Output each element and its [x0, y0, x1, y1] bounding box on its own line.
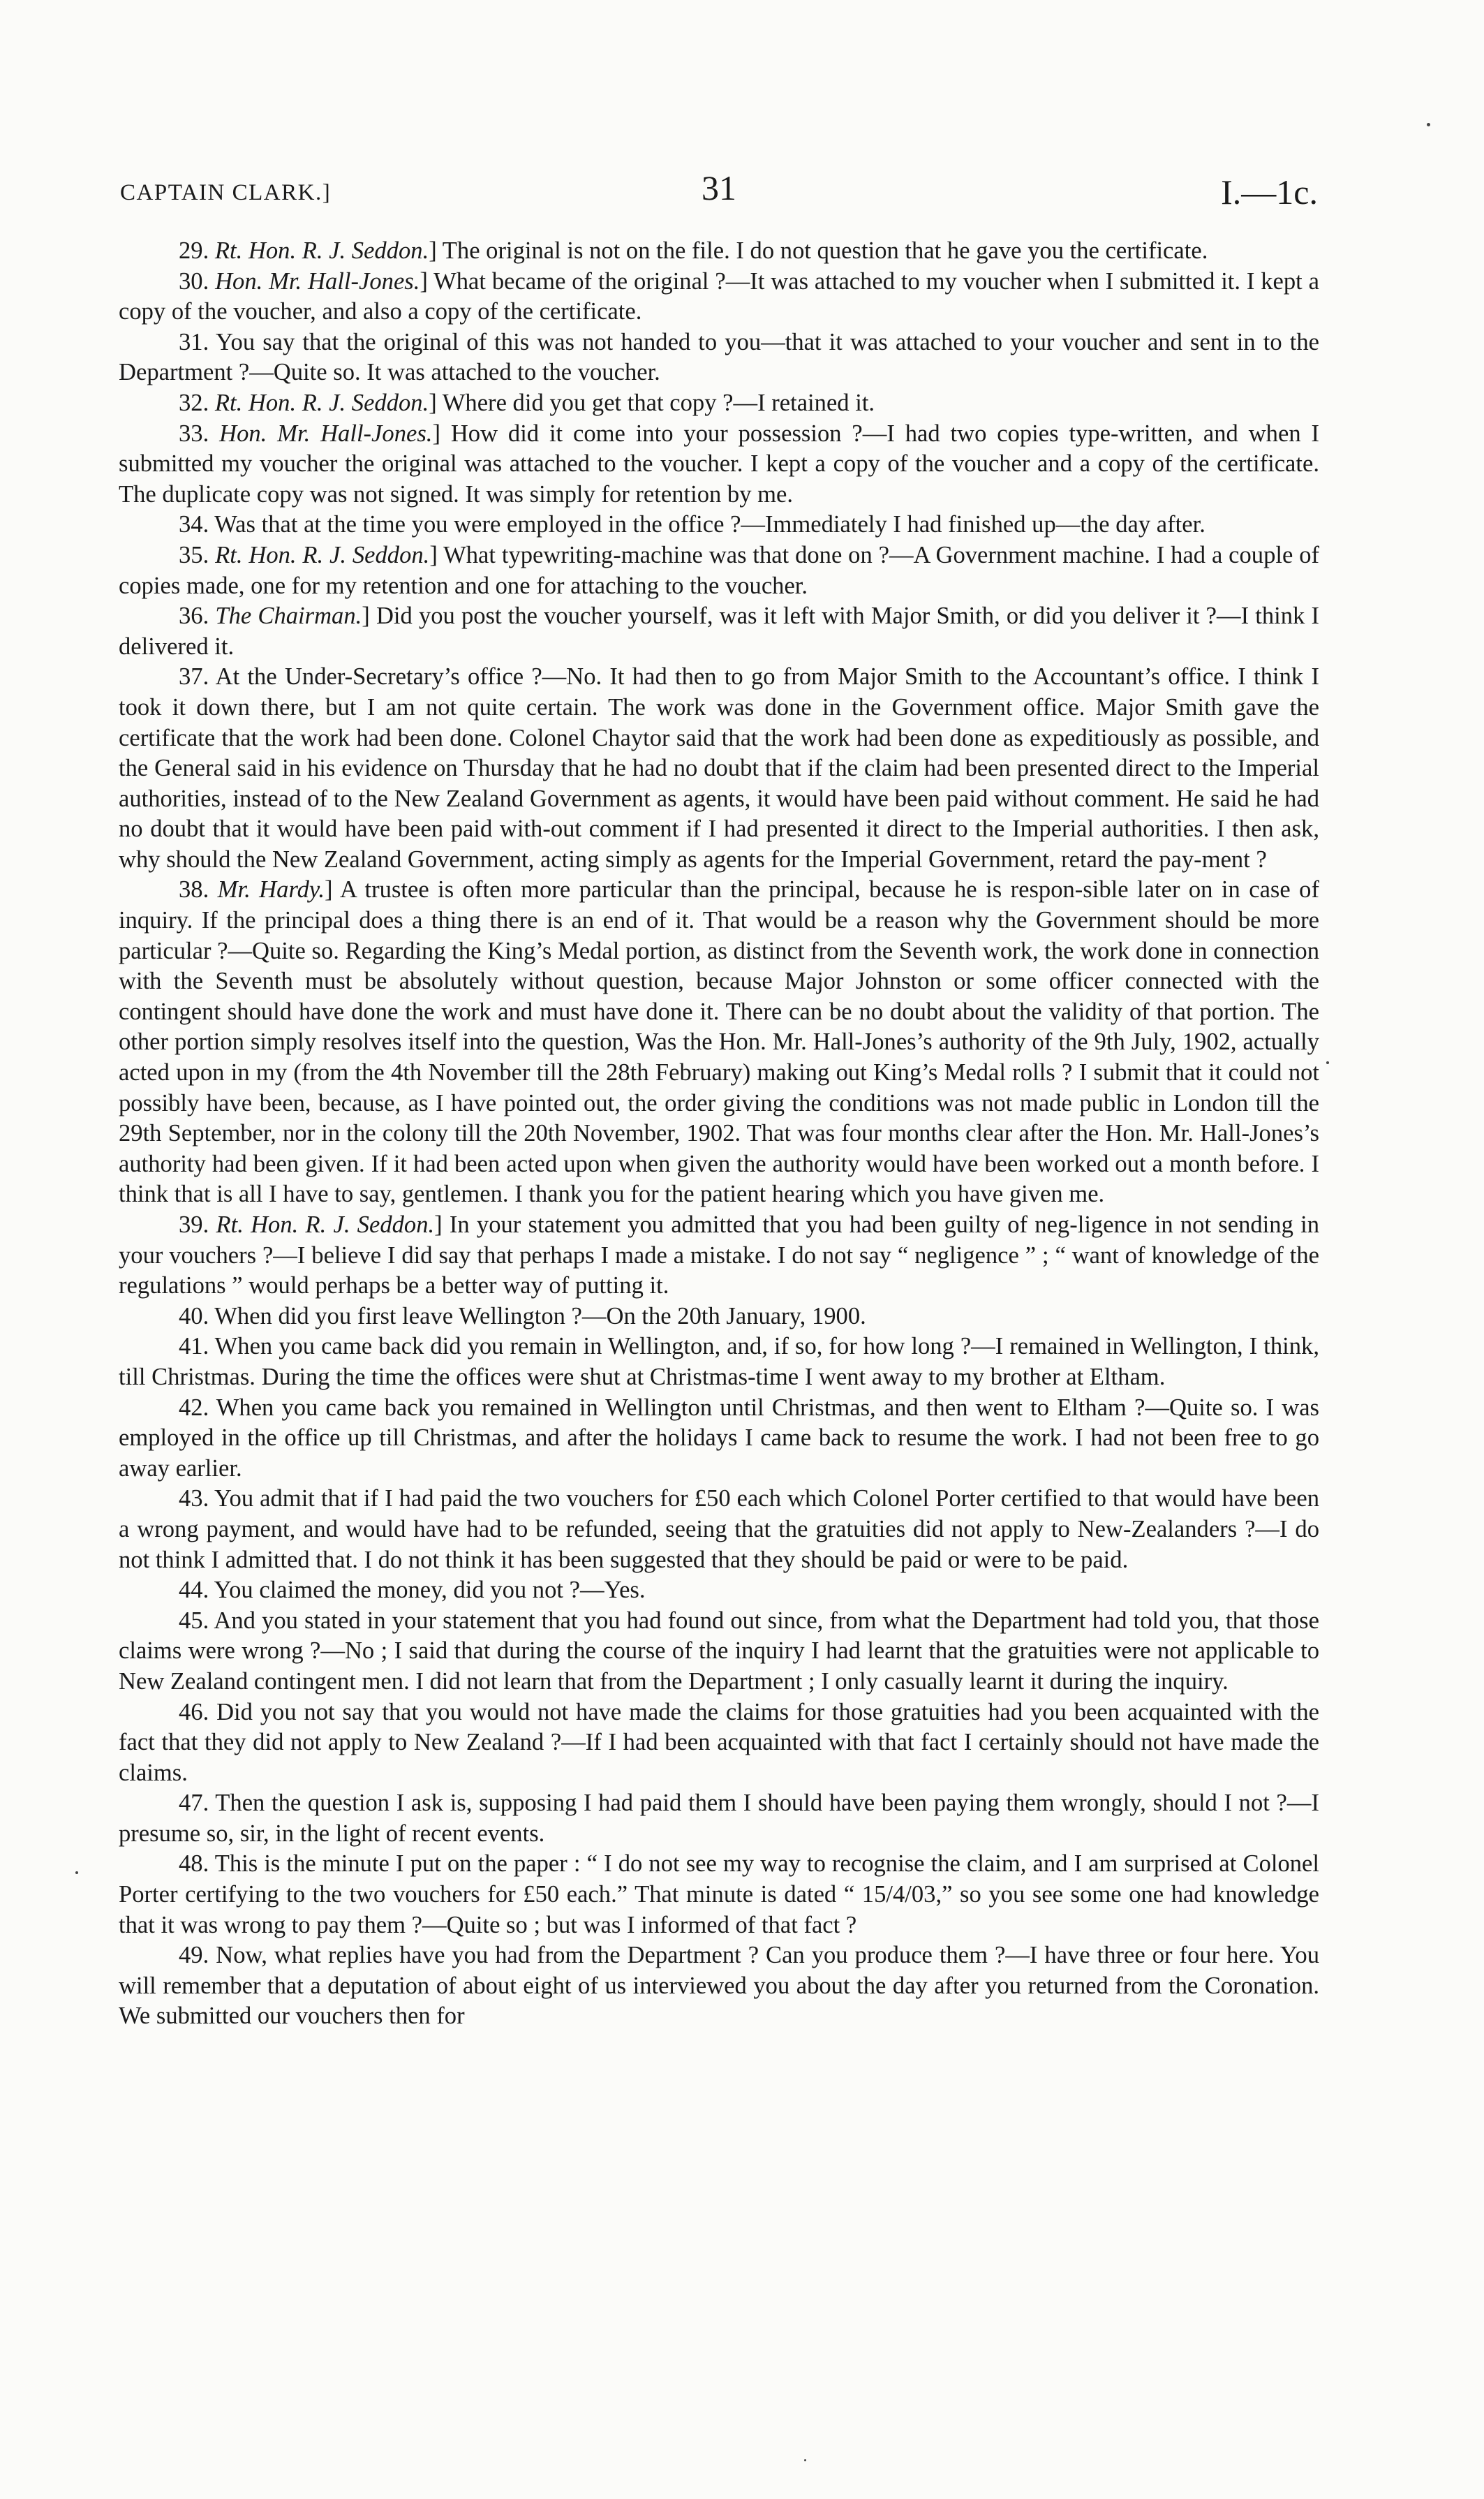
testimony-paragraph — [119, 875, 1319, 1210]
testimony-paragraph — [119, 1940, 1319, 2032]
question-number: 43. — [179, 1485, 209, 1512]
testimony-paragraph — [119, 601, 1319, 662]
testimony-paragraph — [119, 1332, 1319, 1392]
question-number: 46. — [179, 1698, 209, 1725]
question-number: 42. — [179, 1394, 209, 1421]
question-number: 44. — [179, 1577, 209, 1604]
testimony-paragraph — [119, 1575, 1319, 1606]
question-number: 35. — [179, 541, 209, 568]
speaker-name: Hon. Mr. Hall-Jones. — [215, 267, 420, 295]
speaker-name: Rt. Hon. R. J. Seddon. — [214, 237, 429, 264]
paragraph-text: At the Under-Secretary’s office ?—No. It had then to go from Major Smith to the Accountant’s office. I think I took it down there, but I am not quite certain. The work was done in the Government office. Major Smith gave the certificate that the work had been done. Colonel Chaytor said that the work had been done as expeditiously as possible, and the General said in his evidence on Thursday that he had no doubt that if the claim had been presented direct to the Imperial authorities, instead of to the New Zealand Government as agents, it would have been paid without comment. He said he had no doubt that it would have been paid with-out comment if I had presented it direct to the Imperial authorities. I then ask, why should the New Zealand Government, acting simply as agents for the Imperial Government, retard the pay-ment ? — [119, 663, 1319, 873]
speaker-bracket: ] — [429, 237, 437, 264]
speaker-bracket: ] — [429, 541, 438, 568]
testimony-paragraph — [119, 662, 1319, 875]
running-head-right: I.—1c. — [1221, 172, 1318, 212]
question-number: 29. — [179, 237, 209, 264]
testimony-paragraph — [119, 327, 1319, 388]
question-number: 49. — [179, 1942, 209, 1969]
paragraph-text: Then the question I ask is, supposing I had paid them I should have been paying them wrongly, should I not ?—I presume so, sir, in the light of recent events. — [119, 1790, 1319, 1847]
paragraph-text: Did you post the voucher yourself, was it left with Major Smith, or did you deliver it ?—I think I delivered it. — [119, 603, 1319, 660]
scan-speck — [1326, 1061, 1329, 1064]
speaker-name: Rt. Hon. R. J. Seddon. — [216, 1211, 435, 1238]
speaker-bracket: ] — [420, 267, 428, 295]
paragraph-text: What typewriting-machine was that done on ?—A Government machine. I had a couple of copies made, one for my retention and one for attaching to the voucher. — [119, 541, 1320, 599]
testimony-paragraph — [119, 1302, 1319, 1332]
testimony-paragraph — [119, 419, 1319, 510]
question-number: 39. — [179, 1211, 209, 1238]
paragraph-text: Now, what replies have you had from the Department ? Can you produce them ?—I have three or four here. You will remember that a deputation of about eight of us interviewed you about the day after you returned from the Coronation. We submitted our vouchers then for — [119, 1942, 1319, 2030]
question-number: 31. — [179, 328, 209, 355]
paragraph-text: What became of the original ?—It was attached to my voucher when I submitted it. I kept a copy of the voucher, and also a copy of the certificate. — [119, 267, 1319, 325]
question-number: 45. — [179, 1607, 209, 1634]
paragraph-text: You say that the original of this was not handed to you—that it was attached to your voucher and sent in to the Department ?—Quite so. It was attached to the voucher. — [119, 328, 1319, 386]
question-number: 41. — [179, 1333, 209, 1360]
speaker-name: The Chairman. — [215, 603, 362, 630]
scan-speck — [804, 2459, 806, 2461]
speaker-bracket: ] — [432, 420, 440, 447]
paragraph-text: When you came back did you remain in Wellington, and, if so, for how long ?—I remained in Wellington, I think, till Christmas. During the time the offices were shut at Christmas-time I went away to my brother at Eltham. — [119, 1333, 1319, 1390]
scan-speck — [1427, 123, 1430, 126]
testimony-paragraph — [119, 1210, 1319, 1302]
speaker-bracket: ] — [325, 876, 333, 904]
testimony-paragraph — [119, 510, 1319, 540]
speaker-bracket: ] — [362, 603, 370, 630]
paragraph-text: How did it come into your possession ?—I had two copies type-written, and when I submitted my voucher the original was attached to the voucher. I kept a copy of the voucher and a copy of the certificate. The duplicate copy was not signed. It was simply for retention by me. — [119, 420, 1319, 508]
question-number: 48. — [179, 1850, 209, 1878]
paragraph-text: A trustee is often more particular than the principal, because he is respon-sible later on in case of inquiry. If the principal does a thing there is an end of it. That would be a reason why the Government should be more particular ?—Quite so. Regarding the King’s Medal portion, as distinct from the Seventh work, the work done in connection with the Seventh must be absolutely without question, because Major Johnston or some officer connected with the contingent should have done the work and must have done it. There can be no doubt about the validity of that portion. The other portion simply resolves itself into the question, Was the Hon. Mr. Hall-Jones’s authority of the 9th July, 1902, actually acted upon in my (from the 4th November till the 28th February) making out King’s Medal rolls ? I submit that it could not possibly have been, because, as I have pointed out, the order giving the conditions was not made public in London till the 29th September, nor in the colony till the 20th November, 1902. That was four months clear after the Hon. Mr. Hall-Jones’s authority had been given. If it had been acted upon when given the authority would have been worked out a month before. I think that is all I have to say, gentlemen. I thank you for the patient hearing which you have given me. — [119, 876, 1319, 1208]
question-number: 40. — [179, 1302, 209, 1329]
page-body — [119, 236, 1319, 2032]
question-number: 32. — [179, 389, 209, 416]
testimony-paragraph — [119, 388, 1319, 419]
paragraph-text: When you came back you remained in Wellington until Christmas, and then went to Eltham ?—Quite so. I was employed in the office up till Christmas, and after the holidays I came back to resume the work. I had not been free to go away earlier. — [119, 1394, 1319, 1482]
paragraph-text: In your statement you admitted that you had been guilty of neg-ligence in not sending in your vouchers ?—I believe I did say that perhaps I made a mistake. I do not say “ negligence ” ; “ want of knowledge of the regulations ” would perhaps be a better way of putting it. — [119, 1211, 1319, 1299]
testimony-paragraph — [119, 1788, 1319, 1849]
testimony-paragraph — [119, 540, 1319, 601]
question-number: 33. — [179, 420, 209, 447]
question-number: 30. — [179, 267, 209, 295]
paragraph-text: Where did you get that copy ?—I retained it. — [442, 389, 875, 416]
question-number: 36. — [179, 603, 209, 630]
question-number: 37. — [179, 663, 209, 691]
question-number: 34. — [179, 511, 209, 538]
testimony-paragraph — [119, 1697, 1319, 1789]
testimony-paragraph — [119, 267, 1319, 327]
question-number: 38. — [179, 876, 209, 904]
page-header — [120, 162, 1318, 218]
paragraph-text: When did you first leave Wellington ?—On the 20th January, 1900. — [214, 1302, 866, 1329]
paragraph-text: The original is not on the file. I do not question that he gave you the certificate. — [442, 237, 1208, 264]
running-head-left: CAPTAIN CLARK.] — [120, 180, 332, 205]
testimony-paragraph — [119, 1393, 1319, 1484]
question-number: 47. — [179, 1790, 209, 1817]
speaker-bracket: ] — [429, 389, 437, 416]
paragraph-text: This is the minute I put on the paper : “ I do not see my way to recognise the claim, and I am surprised at Colonel Porter certifying to the two vouchers for £50 each.” That minute is dated “ 15/4/03,” so you see some one had knowledge that it was wrong to pay them ?—Quite so ; but was I informed of that fact ? — [119, 1850, 1319, 1938]
speaker-name: Mr. Hardy. — [217, 876, 325, 904]
scan-speck — [75, 1871, 78, 1874]
paragraph-text: Did you not say that you would not have made the claims for those gratuities had you been acquainted with the fact that they did not apply to New Zealand ?—If I had been acquainted with that fact I certainly should not have made the claims. — [119, 1698, 1319, 1786]
speaker-name: Hon. Mr. Hall-Jones. — [219, 420, 433, 447]
paragraph-text: Was that at the time you were employed in the office ?—Immediately I had finished up—the day after. — [214, 511, 1205, 538]
speaker-name: Rt. Hon. R. J. Seddon. — [214, 389, 429, 416]
testimony-paragraph — [119, 236, 1319, 267]
speaker-name: Rt. Hon. R. J. Seddon. — [215, 541, 430, 568]
paragraph-text: You claimed the money, did you not ?—Yes. — [214, 1577, 646, 1604]
speaker-bracket: ] — [434, 1211, 443, 1238]
paragraph-text: You admit that if I had paid the two vouchers for £50 each which Colonel Porter certified to that would have been a wrong payment, and would have had to be refunded, seeing that the gratuities did not apply to New-Zealanders ?—I do not think I admitted that. I do not think it has been suggested that they should be paid or were to be paid. — [119, 1485, 1319, 1573]
testimony-paragraph — [119, 1849, 1319, 1940]
testimony-paragraph — [119, 1484, 1319, 1575]
page-number: 31 — [702, 168, 736, 207]
testimony-paragraph — [119, 1606, 1319, 1697]
paragraph-text: And you stated in your statement that you had found out since, from what the Department had told you, that those claims were wrong ?—No ; I said that during the course of the inquiry I had learnt that the gratuities were not applicable to New Zealand contingent men. I did not learn that from the Department ; I only casually learnt it during the inquiry. — [119, 1607, 1319, 1695]
